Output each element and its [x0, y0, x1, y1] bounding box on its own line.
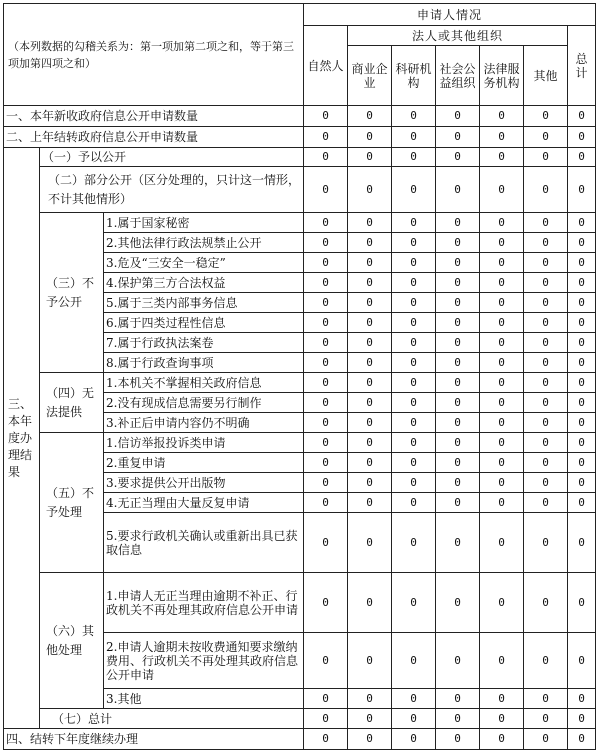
cell-value: 0 — [392, 167, 436, 213]
cell-value: 0 — [436, 127, 480, 148]
cell-value: 0 — [524, 689, 568, 709]
cell-value: 0 — [568, 453, 596, 473]
cell-value: 0 — [524, 709, 568, 729]
cell-value: 0 — [524, 513, 568, 573]
cell-value: 0 — [304, 413, 348, 433]
cell-value: 0 — [304, 433, 348, 453]
cell-value: 0 — [480, 633, 524, 689]
cell-value: 0 — [480, 253, 524, 273]
cell-value: 0 — [568, 709, 596, 729]
cell-value: 0 — [436, 729, 480, 750]
cell-value: 0 — [568, 333, 596, 353]
cell-value: 0 — [348, 493, 392, 513]
cell-value: 0 — [480, 353, 524, 373]
cell-value: 0 — [480, 473, 524, 493]
cell-value: 0 — [436, 473, 480, 493]
cell-value: 0 — [568, 513, 596, 573]
cell-value: 0 — [436, 709, 480, 729]
cell-value: 0 — [348, 353, 392, 373]
cell-value: 0 — [436, 513, 480, 573]
cell-value: 0 — [568, 233, 596, 253]
cell-value: 0 — [392, 513, 436, 573]
header-legal-service: 法律服务机构 — [480, 46, 524, 106]
sub-item: 3.其他 — [104, 689, 304, 709]
cell-value: 0 — [304, 513, 348, 573]
group-not-processed: （五）不予处理 — [40, 433, 104, 573]
cell-value: 0 — [524, 148, 568, 167]
cell-value: 0 — [392, 253, 436, 273]
cell-value: 0 — [568, 573, 596, 633]
sub-item: 3.补正后申请内容仍不明确 — [104, 413, 304, 433]
cell-value: 0 — [480, 233, 524, 253]
cell-value: 0 — [436, 213, 480, 233]
cell-value: 0 — [524, 433, 568, 453]
cell-value: 0 — [436, 413, 480, 433]
cell-value: 0 — [480, 689, 524, 709]
cell-value: 0 — [392, 413, 436, 433]
cell-value: 0 — [436, 433, 480, 453]
cell-value: 0 — [524, 233, 568, 253]
cell-value: 0 — [568, 473, 596, 493]
sub-item: 5.要求行政机关确认或重新出具已获取信息 — [104, 513, 304, 573]
sub-item: 4.保护第三方合法权益 — [104, 273, 304, 293]
cell-value: 0 — [436, 633, 480, 689]
cell-value: 0 — [392, 633, 436, 689]
cell-value: 0 — [568, 167, 596, 213]
cell-value: 0 — [436, 453, 480, 473]
cell-value: 0 — [436, 333, 480, 353]
cell-value: 0 — [480, 393, 524, 413]
cell-value: 0 — [436, 253, 480, 273]
cell-value: 0 — [348, 106, 392, 127]
cell-value: 0 — [524, 473, 568, 493]
cell-value: 0 — [348, 433, 392, 453]
cell-value: 0 — [348, 689, 392, 709]
sub-item: 3.要求提供公开出版物 — [104, 473, 304, 493]
header-legal-group: 法人或其他组织 — [348, 26, 568, 46]
cell-value: 0 — [524, 573, 568, 633]
cell-value: 0 — [568, 148, 596, 167]
header-total: 总计 — [568, 26, 596, 106]
header-natural-person: 自然人 — [304, 26, 348, 106]
cell-value: 0 — [436, 313, 480, 333]
cell-value: 0 — [568, 213, 596, 233]
cell-value: 0 — [304, 353, 348, 373]
cell-value: 0 — [304, 709, 348, 729]
cell-value: 0 — [304, 253, 348, 273]
cell-value: 0 — [524, 493, 568, 513]
cell-value: 0 — [392, 148, 436, 167]
government-info-disclosure-table — [3, 3, 596, 750]
cell-value: 0 — [524, 293, 568, 313]
table-row — [4, 127, 596, 148]
cell-value: 0 — [436, 373, 480, 393]
cell-value: 0 — [392, 689, 436, 709]
group-not-disclosed: （三）不予公开 — [40, 213, 104, 373]
table-row — [4, 167, 596, 213]
cell-value: 0 — [348, 413, 392, 433]
cell-value: 0 — [304, 106, 348, 127]
header-note: （本列数据的勾稽关系为：第一项加第二项之和，等于第三项加第四项之和） — [4, 4, 304, 106]
cell-value: 0 — [304, 213, 348, 233]
cell-value: 0 — [436, 293, 480, 313]
row-new-applications: 一、本年新收政府信息公开申请数量 — [4, 106, 304, 127]
row-carried-over: 二、上年结转政府信息公开申请数量 — [4, 127, 304, 148]
cell-value: 0 — [348, 253, 392, 273]
cell-value: 0 — [480, 273, 524, 293]
cell-value: 0 — [568, 433, 596, 453]
cell-value: 0 — [436, 493, 480, 513]
header-social: 社会公益组织 — [436, 46, 480, 106]
cell-value: 0 — [480, 167, 524, 213]
sub-item: 5.属于三类内部事务信息 — [104, 293, 304, 313]
cell-value: 0 — [480, 293, 524, 313]
header-commercial: 商业企业 — [348, 46, 392, 106]
cell-value: 0 — [304, 633, 348, 689]
cell-value: 0 — [304, 393, 348, 413]
cell-value: 0 — [480, 573, 524, 633]
cell-value: 0 — [524, 373, 568, 393]
table-row — [4, 213, 596, 233]
table-row — [4, 433, 596, 453]
cell-value: 0 — [480, 373, 524, 393]
cell-value: 0 — [480, 433, 524, 453]
cell-value: 0 — [348, 393, 392, 413]
cell-value: 0 — [392, 453, 436, 473]
cell-value: 0 — [568, 633, 596, 689]
cell-value: 0 — [348, 633, 392, 689]
cell-value: 0 — [304, 148, 348, 167]
cell-value: 0 — [304, 729, 348, 750]
cell-value: 0 — [524, 313, 568, 333]
cell-value: 0 — [348, 127, 392, 148]
cell-value: 0 — [480, 127, 524, 148]
cell-value: 0 — [304, 333, 348, 353]
cell-value: 0 — [524, 106, 568, 127]
cell-value: 0 — [568, 253, 596, 273]
cell-value: 0 — [304, 453, 348, 473]
table-row — [4, 148, 596, 167]
cell-value: 0 — [524, 353, 568, 373]
cell-value: 0 — [436, 573, 480, 633]
cell-value: 0 — [304, 373, 348, 393]
cell-value: 0 — [392, 213, 436, 233]
group-unable-provide: （四）无法提供 — [40, 373, 104, 433]
cell-value: 0 — [524, 633, 568, 689]
table-row — [4, 373, 596, 393]
cell-value: 0 — [436, 233, 480, 253]
cell-value: 0 — [392, 293, 436, 313]
cell-value: 0 — [524, 453, 568, 473]
table-row — [4, 729, 596, 750]
cell-value: 0 — [392, 493, 436, 513]
cell-value: 0 — [348, 573, 392, 633]
group-disclosed: （一）予以公开 — [40, 148, 304, 167]
cell-value: 0 — [392, 373, 436, 393]
section-3-results: 三、本年度办理结果 — [4, 148, 40, 729]
sub-item: 8.属于行政查询事项 — [104, 353, 304, 373]
cell-value: 0 — [348, 148, 392, 167]
cell-value: 0 — [392, 729, 436, 750]
cell-value: 0 — [392, 573, 436, 633]
sub-item: 2.重复申请 — [104, 453, 304, 473]
cell-value: 0 — [480, 453, 524, 473]
cell-value: 0 — [436, 148, 480, 167]
cell-value: 0 — [568, 413, 596, 433]
cell-value: 0 — [304, 689, 348, 709]
cell-value: 0 — [480, 313, 524, 333]
cell-value: 0 — [348, 473, 392, 493]
sub-item: 1.本机关不掌握相关政府信息 — [104, 373, 304, 393]
cell-value: 0 — [480, 213, 524, 233]
cell-value: 0 — [480, 513, 524, 573]
group-total: （七）总计 — [40, 709, 304, 729]
table-row — [4, 573, 596, 633]
cell-value: 0 — [524, 213, 568, 233]
cell-value: 0 — [480, 493, 524, 513]
cell-value: 0 — [480, 709, 524, 729]
cell-value: 0 — [568, 106, 596, 127]
cell-value: 0 — [568, 493, 596, 513]
cell-value: 0 — [392, 233, 436, 253]
cell-value: 0 — [304, 493, 348, 513]
cell-value: 0 — [304, 293, 348, 313]
cell-value: 0 — [436, 167, 480, 213]
cell-value: 0 — [436, 689, 480, 709]
cell-value: 0 — [524, 127, 568, 148]
sub-item: 2.申请人逾期未按收费通知要求缴纳费用、行政机关不再处理其政府信息公开申请 — [104, 633, 304, 689]
cell-value: 0 — [392, 333, 436, 353]
cell-value: 0 — [348, 333, 392, 353]
cell-value: 0 — [524, 393, 568, 413]
cell-value: 0 — [480, 729, 524, 750]
header-other: 其他 — [524, 46, 568, 106]
header-research: 科研机构 — [392, 46, 436, 106]
cell-value: 0 — [392, 473, 436, 493]
cell-value: 0 — [392, 433, 436, 453]
cell-value: 0 — [348, 729, 392, 750]
table-row — [4, 709, 596, 729]
cell-value: 0 — [348, 233, 392, 253]
sub-item: 7.属于行政执法案卷 — [104, 333, 304, 353]
cell-value: 0 — [480, 106, 524, 127]
sub-item: 2.其他法律行政法规禁止公开 — [104, 233, 304, 253]
cell-value: 0 — [348, 167, 392, 213]
cell-value: 0 — [304, 573, 348, 633]
group-partial: （二）部分公开（区分处理的，只计这一情形，不计其他情形） — [40, 167, 304, 213]
sub-item: 2.没有现成信息需要另行制作 — [104, 393, 304, 413]
group-other-processing: （六）其他处理 — [40, 573, 104, 709]
cell-value: 0 — [568, 729, 596, 750]
cell-value: 0 — [524, 273, 568, 293]
cell-value: 0 — [568, 313, 596, 333]
cell-value: 0 — [304, 127, 348, 148]
cell-value: 0 — [348, 293, 392, 313]
cell-value: 0 — [524, 167, 568, 213]
cell-value: 0 — [392, 353, 436, 373]
cell-value: 0 — [524, 729, 568, 750]
cell-value: 0 — [348, 313, 392, 333]
cell-value: 0 — [480, 413, 524, 433]
cell-value: 0 — [348, 453, 392, 473]
cell-value: 0 — [392, 127, 436, 148]
cell-value: 0 — [568, 353, 596, 373]
cell-value: 0 — [568, 373, 596, 393]
cell-value: 0 — [568, 393, 596, 413]
sub-item: 1.属于国家秘密 — [104, 213, 304, 233]
cell-value: 0 — [480, 333, 524, 353]
cell-value: 0 — [304, 313, 348, 333]
cell-value: 0 — [524, 253, 568, 273]
cell-value: 0 — [348, 709, 392, 729]
sub-item: 6.属于四类过程性信息 — [104, 313, 304, 333]
cell-value: 0 — [524, 413, 568, 433]
cell-value: 0 — [436, 273, 480, 293]
cell-value: 0 — [568, 127, 596, 148]
cell-value: 0 — [348, 213, 392, 233]
row-carry-next-year: 四、结转下年度继续办理 — [4, 729, 304, 750]
cell-value: 0 — [392, 709, 436, 729]
cell-value: 0 — [392, 106, 436, 127]
cell-value: 0 — [392, 313, 436, 333]
cell-value: 0 — [304, 233, 348, 253]
sub-item: 1.申请人无正当理由逾期不补正、行政机关不再处理其政府信息公开申请 — [104, 573, 304, 633]
cell-value: 0 — [304, 273, 348, 293]
sub-item: 1.信访举报投诉类申请 — [104, 433, 304, 453]
table-row — [4, 106, 596, 127]
cell-value: 0 — [436, 106, 480, 127]
cell-value: 0 — [524, 333, 568, 353]
cell-value: 0 — [304, 167, 348, 213]
cell-value: 0 — [568, 293, 596, 313]
cell-value: 0 — [436, 393, 480, 413]
cell-value: 0 — [392, 393, 436, 413]
cell-value: 0 — [392, 273, 436, 293]
sub-item: 4.无正当理由大量反复申请 — [104, 493, 304, 513]
header-applicant: 申请人情况 — [304, 4, 596, 26]
cell-value: 0 — [348, 373, 392, 393]
cell-value: 0 — [348, 513, 392, 573]
cell-value: 0 — [304, 473, 348, 493]
cell-value: 0 — [568, 273, 596, 293]
cell-value: 0 — [436, 353, 480, 373]
cell-value: 0 — [348, 273, 392, 293]
cell-value: 0 — [480, 148, 524, 167]
cell-value: 0 — [568, 689, 596, 709]
sub-item: 3.危及“三安全一稳定” — [104, 253, 304, 273]
